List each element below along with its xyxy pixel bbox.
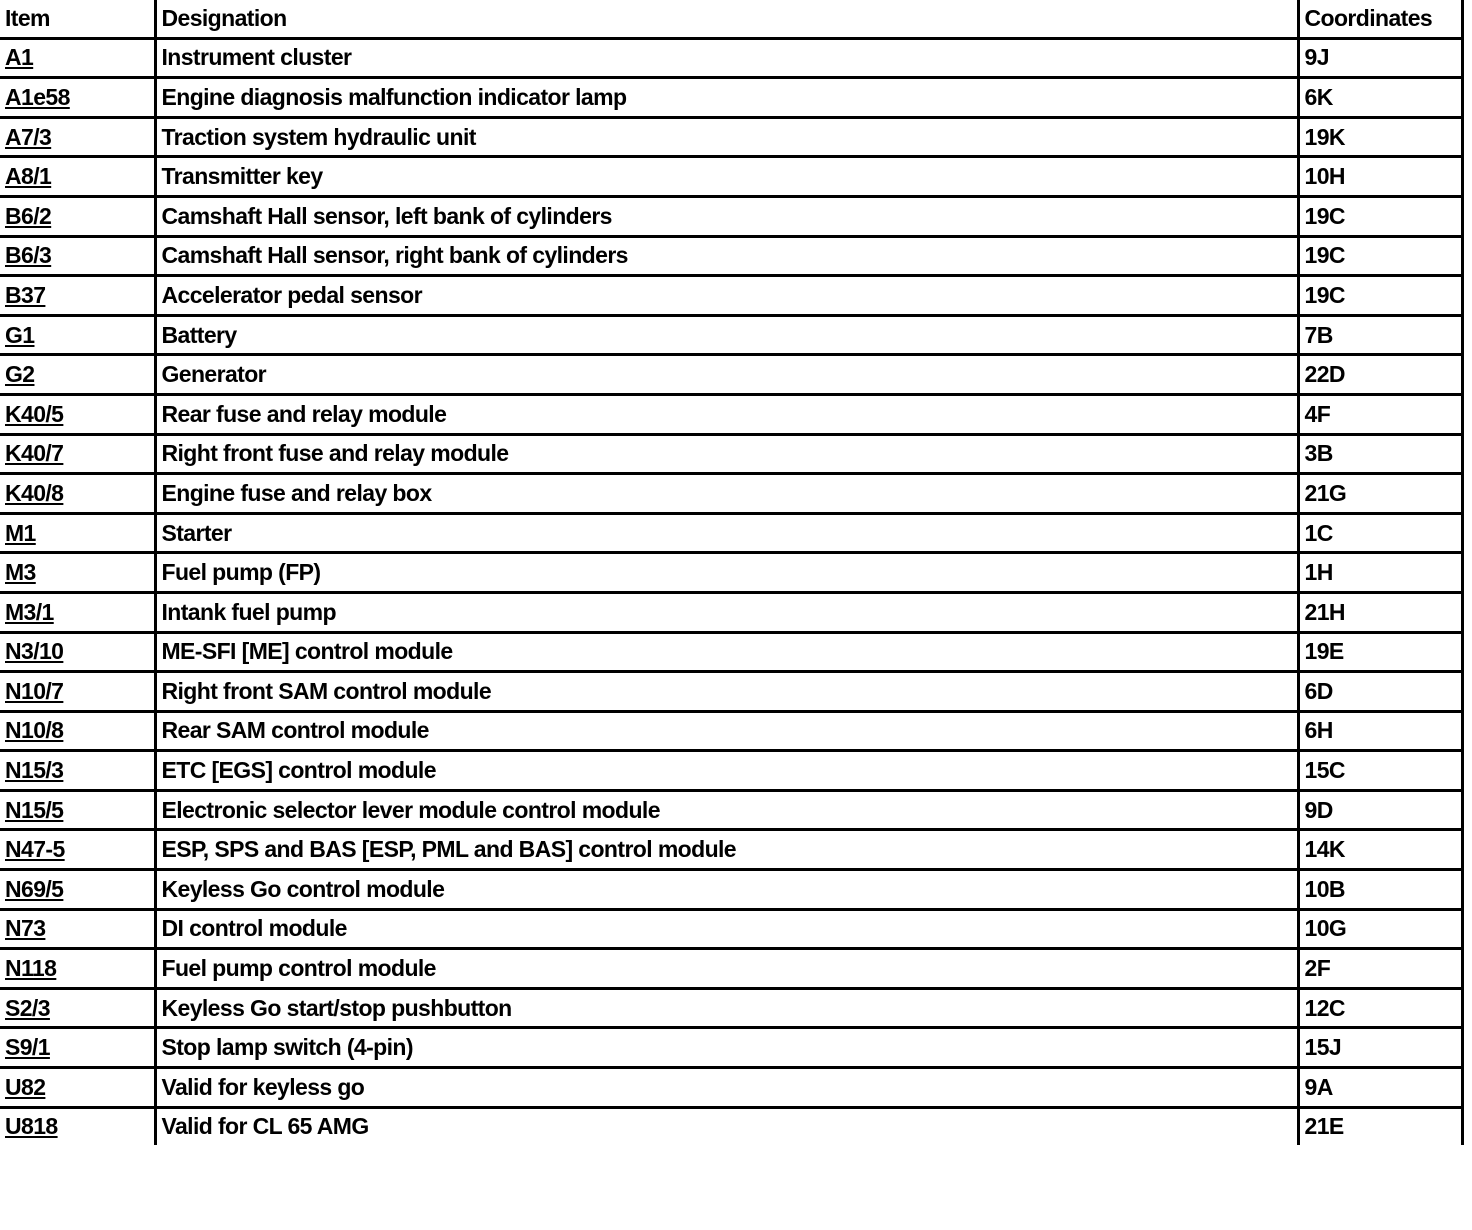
table-row <box>0 672 1462 712</box>
designation-cell: Right front SAM control module <box>155 672 1298 712</box>
coordinates-cell: 14K <box>1298 830 1462 870</box>
item-cell <box>0 117 155 157</box>
coordinates-cell: 10H <box>1298 157 1462 197</box>
coordinates-cell: 9A <box>1298 1068 1462 1108</box>
item-link[interactable]: N15/5 <box>5 796 64 823</box>
coordinates-cell: 6D <box>1298 672 1462 712</box>
item-cell <box>0 236 155 276</box>
designation-cell: Camshaft Hall sensor, left bank of cylinders <box>155 196 1298 236</box>
table-row <box>0 1028 1462 1068</box>
item-cell <box>0 78 155 118</box>
item-link[interactable]: K40/8 <box>5 479 64 506</box>
table-body <box>0 38 1462 1145</box>
item-link[interactable]: K40/5 <box>5 400 64 427</box>
item-link[interactable]: U82 <box>5 1073 46 1100</box>
coordinates-cell: 6H <box>1298 711 1462 751</box>
coordinates-cell: 9D <box>1298 790 1462 830</box>
item-cell <box>0 157 155 197</box>
table-row <box>0 909 1462 949</box>
item-cell <box>0 474 155 514</box>
item-cell <box>0 751 155 791</box>
item-cell <box>0 513 155 553</box>
item-cell <box>0 394 155 434</box>
item-link[interactable]: B6/3 <box>5 242 52 269</box>
item-cell <box>0 276 155 316</box>
item-link[interactable]: N73 <box>5 915 46 942</box>
coordinates-cell: 19E <box>1298 632 1462 672</box>
table-row <box>0 513 1462 553</box>
item-cell <box>0 711 155 751</box>
coordinates-cell: 19K <box>1298 117 1462 157</box>
item-link[interactable]: B6/2 <box>5 202 52 229</box>
coordinates-cell: 7B <box>1298 315 1462 355</box>
coordinates-cell: 19C <box>1298 196 1462 236</box>
item-cell <box>0 434 155 474</box>
item-link[interactable]: N118 <box>5 955 57 982</box>
designation-cell: Instrument cluster <box>155 38 1298 78</box>
item-link[interactable]: A1e58 <box>5 83 70 110</box>
coordinates-cell: 12C <box>1298 988 1462 1028</box>
designation-cell: Traction system hydraulic unit <box>155 117 1298 157</box>
designation-cell: ME-SFI [ME] control module <box>155 632 1298 672</box>
table-row <box>0 38 1462 78</box>
table-row <box>0 474 1462 514</box>
table-row <box>0 592 1462 632</box>
coordinates-cell: 10G <box>1298 909 1462 949</box>
designation-cell: Right front fuse and relay module <box>155 434 1298 474</box>
coordinates-cell: 9J <box>1298 38 1462 78</box>
item-link[interactable]: A7/3 <box>5 123 52 150</box>
item-link[interactable]: U818 <box>5 1113 58 1140</box>
table-row <box>0 1068 1462 1108</box>
table-row <box>0 988 1462 1028</box>
table-row <box>0 790 1462 830</box>
coordinates-cell: 19C <box>1298 236 1462 276</box>
coordinates-cell: 21G <box>1298 474 1462 514</box>
designation-cell: Generator <box>155 355 1298 395</box>
item-link[interactable]: N69/5 <box>5 875 64 902</box>
item-cell <box>0 830 155 870</box>
coordinates-cell: 15C <box>1298 751 1462 791</box>
table-row <box>0 751 1462 791</box>
item-link[interactable]: N10/7 <box>5 677 64 704</box>
designation-cell: Valid for keyless go <box>155 1068 1298 1108</box>
designation-cell: Camshaft Hall sensor, right bank of cylinders <box>155 236 1298 276</box>
header-coordinates: Coordinates <box>1298 0 1462 38</box>
item-cell <box>0 592 155 632</box>
item-cell <box>0 196 155 236</box>
item-link[interactable]: S9/1 <box>5 1034 50 1061</box>
table-row <box>0 394 1462 434</box>
table-row <box>0 632 1462 672</box>
item-link[interactable]: A8/1 <box>5 163 52 190</box>
table-row <box>0 711 1462 751</box>
designation-cell: Stop lamp switch (4-pin) <box>155 1028 1298 1068</box>
header-row <box>0 0 1462 38</box>
table-row <box>0 830 1462 870</box>
coordinates-cell: 6K <box>1298 78 1462 118</box>
coordinates-cell: 4F <box>1298 394 1462 434</box>
table-row <box>0 355 1462 395</box>
item-cell <box>0 38 155 78</box>
item-cell <box>0 870 155 910</box>
coordinates-cell: 19C <box>1298 276 1462 316</box>
designation-cell: Accelerator pedal sensor <box>155 276 1298 316</box>
item-cell <box>0 553 155 593</box>
table-row <box>0 870 1462 910</box>
item-cell <box>0 355 155 395</box>
item-link[interactable]: G1 <box>5 321 35 348</box>
item-link[interactable]: N15/3 <box>5 757 64 784</box>
item-cell <box>0 909 155 949</box>
designation-cell: Intank fuel pump <box>155 592 1298 632</box>
item-link[interactable]: K40/7 <box>5 440 64 467</box>
designation-cell: Engine diagnosis malfunction indicator lamp <box>155 78 1298 118</box>
designation-cell: Keyless Go control module <box>155 870 1298 910</box>
designation-cell: Fuel pump (FP) <box>155 553 1298 593</box>
designation-cell: Rear SAM control module <box>155 711 1298 751</box>
item-cell <box>0 949 155 989</box>
table-row <box>0 434 1462 474</box>
header-item: Item <box>0 0 155 38</box>
designation-cell: ETC [EGS] control module <box>155 751 1298 791</box>
item-link[interactable]: M3 <box>5 559 36 586</box>
coordinates-cell: 1H <box>1298 553 1462 593</box>
coordinates-cell: 21E <box>1298 1107 1462 1145</box>
designation-cell: DI control module <box>155 909 1298 949</box>
table-row <box>0 196 1462 236</box>
item-link[interactable]: B37 <box>5 281 46 308</box>
table-row <box>0 276 1462 316</box>
table-row <box>0 949 1462 989</box>
header-designation: Designation <box>155 0 1298 38</box>
designation-cell: Electronic selector lever module control module <box>155 790 1298 830</box>
designation-cell: Battery <box>155 315 1298 355</box>
item-cell <box>0 1028 155 1068</box>
table-row <box>0 553 1462 593</box>
designation-cell: Valid for CL 65 AMG <box>155 1107 1298 1145</box>
item-cell <box>0 988 155 1028</box>
item-link[interactable]: G2 <box>5 361 35 388</box>
item-link[interactable]: A1 <box>5 44 34 71</box>
table-row <box>0 78 1462 118</box>
coordinates-cell: 15J <box>1298 1028 1462 1068</box>
designation-cell: Fuel pump control module <box>155 949 1298 989</box>
table-row <box>0 236 1462 276</box>
item-link[interactable]: M1 <box>5 519 36 546</box>
item-cell <box>0 632 155 672</box>
designation-cell: Keyless Go start/stop pushbutton <box>155 988 1298 1028</box>
item-cell <box>0 790 155 830</box>
designation-cell: ESP, SPS and BAS [ESP, PML and BAS] control module <box>155 830 1298 870</box>
coordinates-cell: 10B <box>1298 870 1462 910</box>
table-row <box>0 315 1462 355</box>
designation-cell: Rear fuse and relay module <box>155 394 1298 434</box>
coordinates-cell: 1C <box>1298 513 1462 553</box>
designation-cell: Starter <box>155 513 1298 553</box>
coordinates-cell: 2F <box>1298 949 1462 989</box>
item-link[interactable]: M3/1 <box>5 598 54 625</box>
item-link[interactable]: S2/3 <box>5 994 50 1021</box>
table-row <box>0 117 1462 157</box>
coordinates-cell: 3B <box>1298 434 1462 474</box>
item-link[interactable]: N10/8 <box>5 717 64 744</box>
item-cell <box>0 672 155 712</box>
designation-cell: Engine fuse and relay box <box>155 474 1298 514</box>
coordinates-cell: 21H <box>1298 592 1462 632</box>
designation-cell: Transmitter key <box>155 157 1298 197</box>
table-row <box>0 1107 1462 1145</box>
item-link[interactable]: N3/10 <box>5 638 64 665</box>
item-link[interactable]: N47-5 <box>5 836 65 863</box>
item-cell <box>0 1107 155 1145</box>
table-row <box>0 157 1462 197</box>
item-cell <box>0 1068 155 1108</box>
coordinates-cell: 22D <box>1298 355 1462 395</box>
item-cell <box>0 315 155 355</box>
